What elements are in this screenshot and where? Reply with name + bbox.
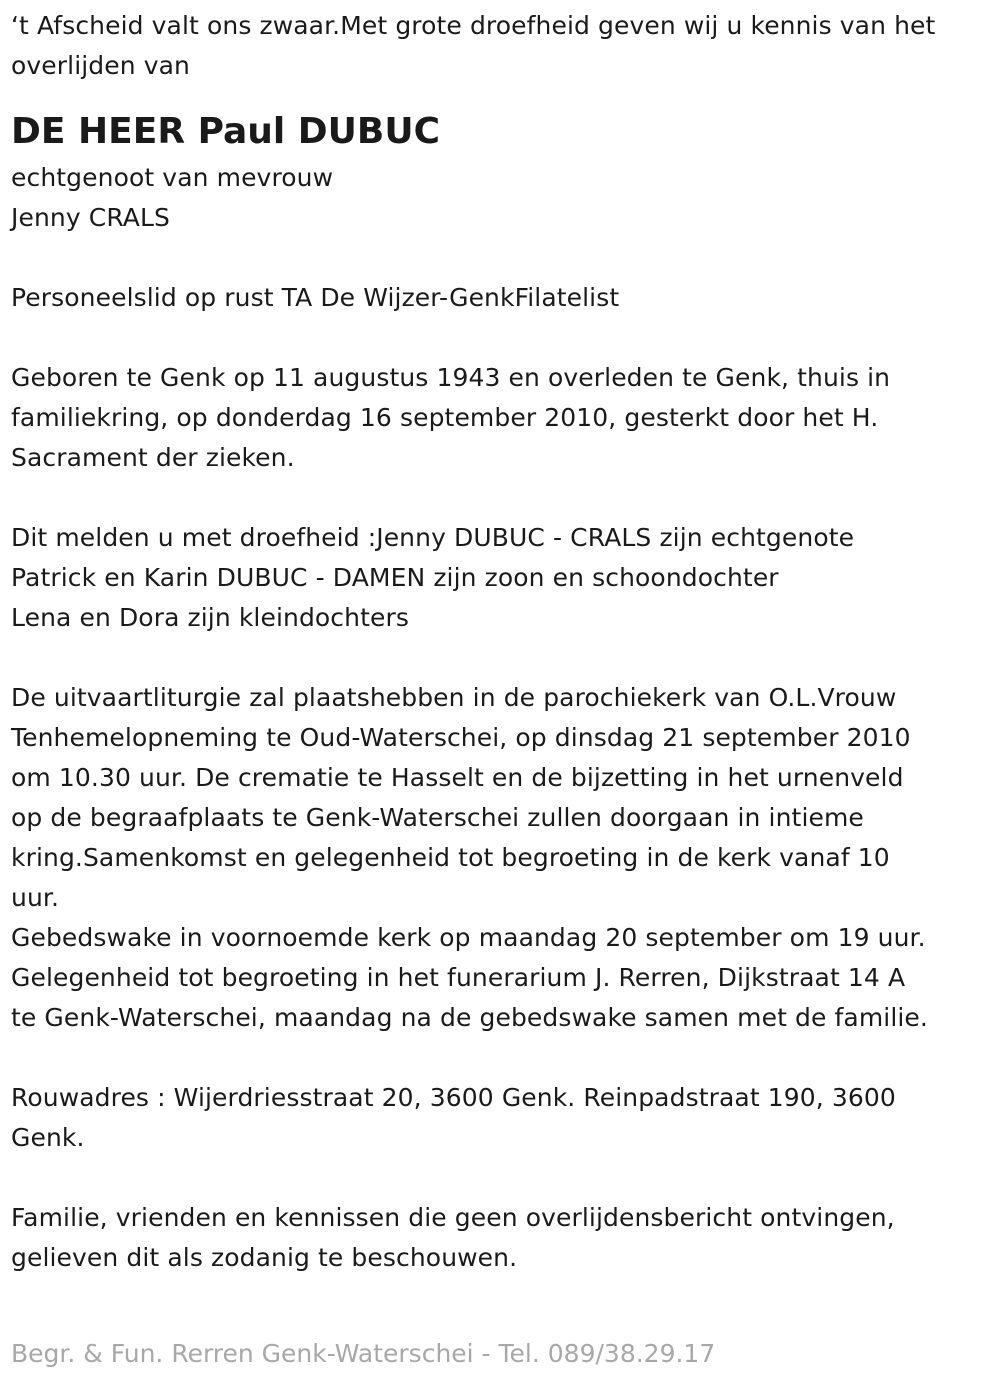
funeral-line: Gebedswake in voornoemde kerk op maandag 20 september om 19 uur. <box>11 923 926 952</box>
family-line: Lena en Dora zijn kleindochters <box>11 603 409 632</box>
family-line: Dit melden u met droefheid :Jenny DUBUC - CRALS zijn echtgenote <box>11 523 855 552</box>
birth-death-line: Sacrament der zieken. <box>11 443 295 472</box>
closing-line: Familie, vrienden en kennissen die geen overlijdensbericht ontvingen, <box>11 1203 895 1232</box>
spouse-info <box>11 158 989 238</box>
spouse-line: echtgenoot van mevrouw <box>11 163 334 192</box>
birth-death-paragraph <box>11 358 989 478</box>
family-paragraph <box>11 518 989 638</box>
intro-line: ‘t Afscheid valt ons zwaar.Met grote droefheid geven wij u kennis van het <box>11 11 936 40</box>
occupation-text: Personeelslid op rust TA De Wijzer-GenkFilatelist <box>11 283 620 312</box>
birth-death-line: familiekring, op donderdag 16 september 2010, gesterkt door het H. <box>11 403 879 432</box>
funeral-line: kring.Samenkomst en gelegenheid tot begroeting in de kerk vanaf 10 <box>11 843 890 872</box>
funeral-line: om 10.30 uur. De crematie te Hasselt en de bijzetting in het urnenveld <box>11 763 904 792</box>
spacer <box>11 478 989 518</box>
intro-paragraph <box>11 6 989 86</box>
spouse-line: Jenny CRALS <box>11 203 170 232</box>
funeral-home-footer: Begr. & Fun. Rerren Genk-Waterschei - Tel. 089/38.29.17 <box>11 1339 716 1368</box>
address-line: Rouwadres : Wijerdriesstraat 20, 3600 Genk. Reinpadstraat 190, 3600 <box>11 1083 896 1112</box>
funeral-paragraph <box>11 678 989 1038</box>
funeral-line: De uitvaartliturgie zal plaatshebben in de parochiekerk van O.L.Vrouw <box>11 683 897 712</box>
family-line: Patrick en Karin DUBUC - DAMEN zijn zoon en schoondochter <box>11 563 779 592</box>
funeral-line: Tenhemelopneming te Oud-Waterschei, op dinsdag 21 september 2010 <box>11 723 911 752</box>
spacer <box>11 318 989 358</box>
deceased-name: DE HEER Paul DUBUC <box>11 111 440 152</box>
spacer <box>11 1038 989 1078</box>
closing-paragraph <box>11 1198 989 1278</box>
funeral-line: uur. <box>11 883 60 912</box>
funeral-line: op de begraafplaats te Genk-Waterschei zullen doorgaan in intieme <box>11 803 864 832</box>
address-line: Genk. <box>11 1123 85 1152</box>
spacer <box>11 638 989 678</box>
funeral-line: Gelegenheid tot begroeting in het funerarium J. Rerren, Dijkstraat 14 A <box>11 963 906 992</box>
funeral-line: te Genk-Waterschei, maandag na de gebedswake samen met de familie. <box>11 1003 928 1032</box>
closing-line: gelieven dit als zodanig te beschouwen. <box>11 1243 518 1272</box>
address-paragraph <box>11 1078 989 1158</box>
spacer <box>11 238 989 278</box>
intro-line: overlijden van <box>11 51 190 80</box>
birth-death-line: Geboren te Genk op 11 augustus 1943 en overleden te Genk, thuis in <box>11 363 891 392</box>
spacer <box>11 1158 989 1198</box>
